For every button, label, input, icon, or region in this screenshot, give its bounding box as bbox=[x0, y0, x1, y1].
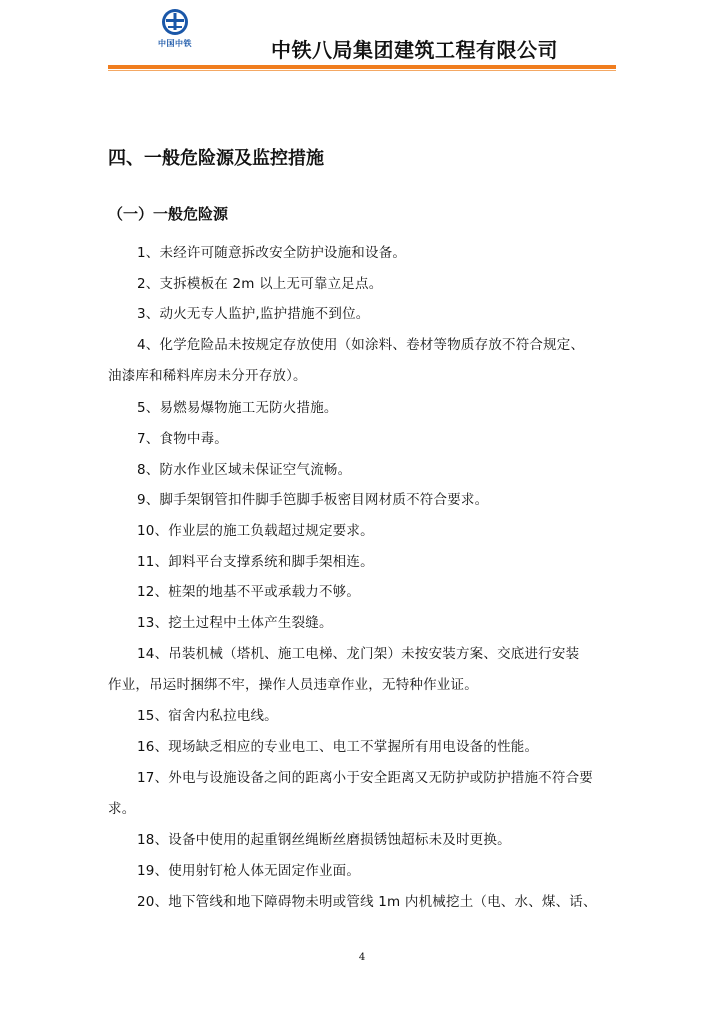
list-item-continuation: 作业，吊运时捆绑不牢，操作人员违章作业，无特种作业证。 bbox=[108, 677, 478, 693]
list-item: 12、桩架的地基不平或承载力不够。 bbox=[137, 584, 361, 600]
page-number: 4 bbox=[358, 952, 366, 963]
list-item: 13、挖土过程中土体产生裂缝。 bbox=[137, 615, 333, 631]
list-item: 5、易燃易爆物施工无防火措施。 bbox=[137, 400, 338, 416]
list-item: 8、防水作业区域未保证空气流畅。 bbox=[137, 462, 352, 478]
header-divider-thin bbox=[108, 70, 616, 71]
list-item: 18、设备中使用的起重钢丝绳断丝磨损锈蚀超标未及时更换。 bbox=[137, 832, 511, 848]
subsection-title: （一）一般危险源 bbox=[108, 205, 229, 223]
list-item: 7、食物中毒。 bbox=[137, 431, 228, 447]
list-item-continuation: 油漆库和稀料库房未分开存放）。 bbox=[108, 368, 307, 384]
company-logo bbox=[150, 8, 200, 58]
list-item: 3、动火无专人监护,监护措施不到位。 bbox=[137, 306, 370, 322]
list-item: 9、脚手架钢管扣件脚手笆脚手板密目网材质不符合要求。 bbox=[137, 492, 489, 508]
list-item: 11、卸料平台支撑系统和脚手架相连。 bbox=[137, 554, 374, 570]
header-divider bbox=[108, 65, 616, 69]
list-item: 16、现场缺乏相应的专业电工、电工不掌握所有用电设备的性能。 bbox=[137, 739, 539, 755]
list-item: 1、未经许可随意拆改安全防护设施和设备。 bbox=[137, 245, 407, 261]
list-item: 19、使用射钉枪人体无固定作业面。 bbox=[137, 863, 361, 879]
list-item: 14、吊装机械（塔机、施工电梯、龙门架）未按安装方案、交底进行安装 bbox=[137, 646, 580, 662]
list-item: 10、作业层的施工负载超过规定要求。 bbox=[137, 523, 374, 539]
section-title: 四、一般危险源及监控措施 bbox=[108, 148, 324, 169]
list-item: 17、外电与设施设备之间的距离小于安全距离又无防护或防护措施不符合要 bbox=[137, 770, 593, 786]
crcc-emblem-icon bbox=[156, 8, 194, 38]
logo-text: 中国中铁 bbox=[158, 39, 192, 48]
company-name: 中铁八局集团建筑工程有限公司 bbox=[271, 38, 558, 62]
list-item-continuation: 求。 bbox=[108, 801, 136, 817]
list-item: 4、化学危险品未按规定存放使用（如涂料、卷材等物质存放不符合规定、 bbox=[137, 337, 585, 353]
list-item: 2、支拆模板在 2m 以上无可靠立足点。 bbox=[137, 276, 383, 292]
list-item: 20、地下管线和地下障碍物未明或管线 1m 内机械挖土（电、水、煤、话、 bbox=[137, 894, 597, 910]
list-item: 15、宿舍内私拉电线。 bbox=[137, 708, 278, 724]
